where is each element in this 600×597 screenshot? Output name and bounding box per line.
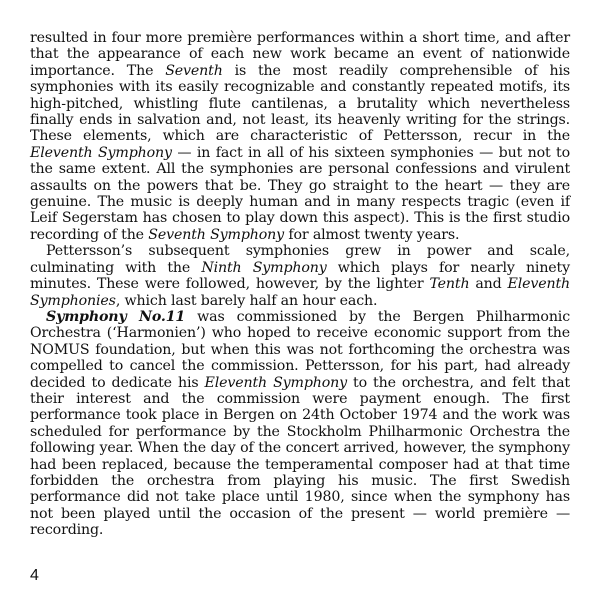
italic-run: Tenth xyxy=(429,276,470,293)
text-run: — in fact in all of his sixteen symphonies — but not to the same extent. All the symphonies are personal confessions and virulent assaults on the powers that be. They go straight to the heart — they are genuine. The music is deeply human and in many respects tragic (even if Leif Segerstam has chosen to play down this aspect). This is the first studio recording of the xyxy=(30,144,570,243)
paragraph-1 xyxy=(30,30,570,243)
text-run: Pettersson’s subsequent symphonies grew in power and scale, culminating with the xyxy=(30,243,570,276)
paragraph-2 xyxy=(30,243,570,309)
text-run: , which last barely half an hour each. xyxy=(115,292,378,309)
italic-run: Seventh xyxy=(165,62,223,79)
text-run: for almost twenty years. xyxy=(284,226,460,243)
text-run: which plays for nearly ninety minutes. These were followed, however, by the lighter xyxy=(30,259,570,293)
text-run: to the orchestra, and felt that their interest and the commission were payment enough. The first performance took place in Bergen on 24th October 1974 and the work was scheduled for performance by the Stockholm Philharmonic Orchestra the following year. When the day of the concert arrived, however, the symphony had been replaced, because the temperamental composer had at that time forbidden the orchestra from playing his music. The first Swedish performance did not take place until 1980, since when the symphony has not been played until the occasion of the present — world première —recording. xyxy=(30,374,570,539)
paragraph-3 xyxy=(30,309,570,539)
italic-run: Seventh Symphony xyxy=(148,226,285,243)
italic-run: Eleventh Symphony xyxy=(30,144,172,161)
document-page xyxy=(30,30,570,539)
page-number: 4 xyxy=(30,567,39,584)
text-run: and xyxy=(469,276,508,293)
italic-run: Eleventh Symphony xyxy=(204,374,347,391)
italic-run: Ninth Symphony xyxy=(201,259,327,276)
text-run: is the most readily comprehensible of his symphonies with its easily recognizable and constantly repeated motifs, its high-pitched, whistling flute cantilenas, a brutality which nevertheless finally ends in salvation and, not least, its heavenly writing for the strings. These elements, which are characteristic of Pettersson, recur in the xyxy=(30,62,570,145)
text-run: resulted in four more première performances within a short time, and after that the appearance of each new work became an event of nationwide importance. The xyxy=(30,30,570,79)
text-run: was commissioned by the Bergen Philharmonic Orchestra (‘Harmonien’) who hoped to receive economic support from the NOMUS foundation, but when this was not forthcoming the orchestra was compelled to cancel the commission. Pettersson, for his part, had already decided to dedicate his xyxy=(30,308,570,391)
bold-italic-run: Symphony No.11 xyxy=(46,308,186,325)
italic-run: Eleventh Symphonies xyxy=(30,276,570,309)
